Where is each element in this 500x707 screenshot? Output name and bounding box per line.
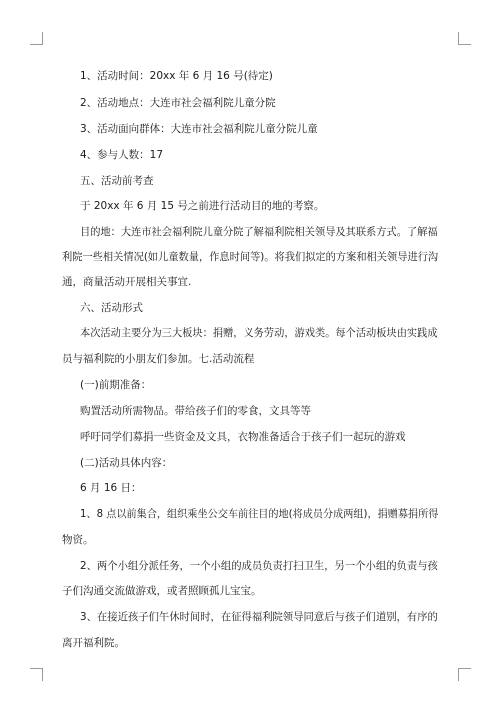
text-line: 目的地：大连市社会福利院儿童分院了解福利院相关领导及其联系方式。了解福 (80, 226, 438, 238)
text-line: 2、活动地点：大连市社会福利院儿童分院 (80, 97, 276, 109)
text-line: 本次活动主要分为三大板块：捐赠，义务劳动，游戏类。每个活动板块由实践成 (80, 327, 438, 339)
text-line: 3、活动面向群体：大连市社会福利院儿童分院儿童 (80, 123, 318, 135)
text-line: 通，商量活动开展相关事宜. (62, 276, 192, 288)
text-line: 1、活动时间：20xx 年 6 月 16 号(待定) (80, 70, 273, 82)
text-line: 子们沟通交流做游戏，或者照顾孤儿宝宝。 (62, 585, 262, 597)
text-line: 利院一些相关情况(如儿童数量，作息时间等)。将我们拟定的方案和相关领导进行沟 (62, 251, 439, 263)
text-line: 离开福利院。 (62, 637, 125, 649)
text-line: 6 月 16 日： (80, 482, 142, 494)
crop-mark-bottom-left (30, 668, 43, 681)
subheading: (一)前期准备： (80, 379, 152, 391)
text-line: 1、8 点以前集合，组织乘坐公交车前往目的地(将成员分成两组)，捐赠募捐所得 (80, 508, 439, 520)
text-line: 于 20xx 年 6 月 15 号之前进行活动目的地的考察。 (80, 200, 325, 212)
text-line: 2、两个小组分派任务，一个小组的成员负责打扫卫生，另一个小组的负责与孩 (80, 560, 438, 572)
section-heading: 六、活动形式 (80, 302, 143, 314)
text-line: 员与福利院的小朋友们参加。七.活动流程 (62, 353, 255, 365)
text-line: 购置活动所需物品。带给孩子们的零食，文具等等 (80, 405, 311, 417)
subheading: (二)活动具体内容： (80, 457, 173, 469)
crop-mark-top-left (30, 32, 43, 45)
crop-mark-bottom-right (458, 668, 471, 681)
section-heading: 五、活动前考查 (80, 175, 154, 187)
text-line: 物资。 (62, 534, 94, 546)
text-line: 3、在接近孩子们午休时间时，在征得福利院领导同意后与孩子们道别，有序的 (80, 611, 438, 623)
text-line: 呼吁同学们募捐一些资金及文具，衣物准备适合于孩子们一起玩的游戏 (80, 431, 406, 443)
text-line: 4、参与人数：17 (80, 149, 164, 161)
crop-mark-top-right (458, 32, 471, 45)
